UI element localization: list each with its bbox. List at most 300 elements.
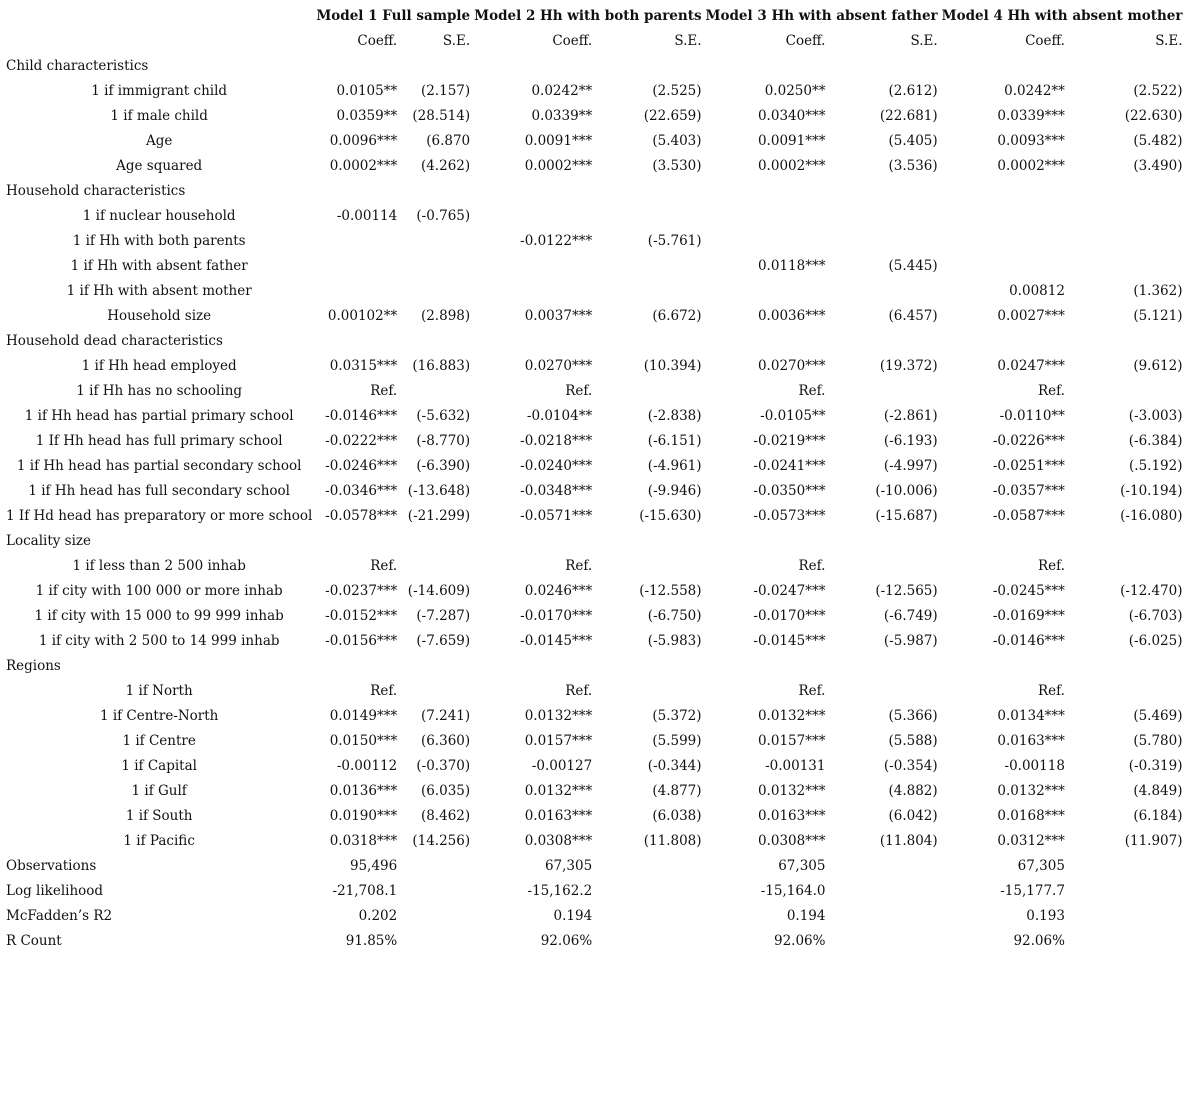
coeff-cell: -0.0357***: [992, 483, 1065, 499]
coeff-cell: 0.0242**: [1004, 83, 1065, 99]
coeff-cell: 0.0091***: [524, 133, 593, 149]
se-cell: (6.042): [888, 808, 938, 824]
row-label: 1 if Centre: [122, 733, 196, 749]
table-row: [4, 354, 1185, 379]
table-row: [4, 779, 1185, 804]
row-label: 1 if Pacific: [123, 833, 195, 849]
se-cell: [399, 904, 472, 929]
coeff-cell: 0.0270***: [524, 358, 593, 374]
se-cell: [594, 379, 703, 404]
coeff-cell: -0.0145***: [520, 633, 593, 649]
coeff-cell: -0.0350***: [753, 483, 826, 499]
se-cell: (5.469): [1133, 708, 1183, 724]
se-cell: (-9.946): [647, 483, 702, 499]
se-cell: [594, 554, 703, 579]
coeff-cell: 67,305: [1017, 858, 1065, 874]
coeff-cell: 0.0002***: [757, 158, 826, 174]
se-cell: (-3.003): [1128, 408, 1183, 424]
coeff-cell: -0.0222***: [325, 433, 398, 449]
section-row: [4, 529, 1185, 554]
coeff-cell: 0.0250**: [764, 83, 826, 99]
coeff-cell: -0.0105**: [760, 408, 826, 424]
se-cell: (10.394): [643, 358, 702, 374]
row-label: 1 if nuclear household: [82, 208, 236, 224]
se-cell: (5.121): [1133, 308, 1183, 324]
se-cell: [1067, 204, 1185, 229]
model-3-header: Model 3 Hh with absent father: [705, 8, 938, 24]
stub-subheader: [4, 29, 314, 54]
se-cell: (2.525): [652, 83, 702, 99]
se-cell: (-0.354): [883, 758, 938, 774]
se-cell: (-12.470): [1120, 583, 1183, 599]
coeff-cell: 0.0118***: [757, 258, 826, 274]
se-cell: (11.804): [879, 833, 938, 849]
coeff-cell: -15,177.7: [1000, 883, 1065, 899]
table-row: [4, 429, 1185, 454]
coeff-cell: -0.0245***: [992, 583, 1065, 599]
coeff-cell: Ref.: [798, 683, 826, 699]
coeff-cell: [940, 254, 1067, 279]
section-label: Locality size: [6, 533, 92, 549]
se-cell: [594, 904, 703, 929]
coeff-cell: -0.0152***: [325, 608, 398, 624]
se-cell: (-0.319): [1128, 758, 1183, 774]
coeff-cell: 0.0132***: [997, 783, 1065, 799]
se-cell: (3.536): [888, 158, 938, 174]
se-cell: [594, 929, 703, 954]
se-cell: (-6.390): [416, 458, 471, 474]
section-row: [4, 329, 1185, 354]
coeff-cell: -0.0573***: [753, 508, 826, 524]
coeff-cell: 0.0270***: [757, 358, 826, 374]
coeff-cell: 0.0149***: [329, 708, 398, 724]
coeff-cell: -0.0218***: [520, 433, 593, 449]
se-cell: (16.883): [412, 358, 471, 374]
table-row: [4, 504, 1185, 529]
section-row: [4, 179, 1185, 204]
se-cell: (28.514): [412, 108, 471, 124]
coeff-cell: -0.0146***: [325, 408, 398, 424]
row-label: 1 if less than 2 500 inhab: [72, 558, 246, 574]
table-row: [4, 204, 1185, 229]
coeff-cell: 0.0340***: [757, 108, 826, 124]
se-header: S.E.: [674, 33, 702, 49]
se-cell: (-2.861): [883, 408, 938, 424]
coeff-cell: 0.0136***: [329, 783, 398, 799]
coeff-cell: 0.194: [553, 908, 593, 924]
se-cell: [399, 854, 472, 879]
table-row: [4, 404, 1185, 429]
se-cell: (4.262): [420, 158, 471, 174]
stat-row: [4, 854, 1185, 879]
se-cell: [399, 554, 472, 579]
se-cell: (-15.630): [639, 508, 702, 524]
se-cell: [594, 854, 703, 879]
coeff-cell: 0.193: [1026, 908, 1065, 924]
row-label: 1 if Capital: [121, 758, 197, 774]
section-label: Regions: [6, 658, 61, 674]
coeff-cell: -0.0578***: [325, 508, 398, 524]
coeff-cell: 0.00102**: [327, 308, 398, 324]
se-cell: (6.672): [652, 308, 702, 324]
model-header-row: [4, 4, 1185, 29]
se-cell: (6.035): [420, 783, 471, 799]
model-1-header: Model 1 Full sample: [316, 8, 471, 24]
coeff-cell: 0.0318***: [329, 833, 398, 849]
se-cell: [399, 929, 472, 954]
se-cell: (4.849): [1133, 783, 1183, 799]
coeff-cell: 0.0132***: [524, 783, 593, 799]
coeff-cell: [472, 279, 594, 304]
se-cell: (-6.151): [647, 433, 702, 449]
section-filler: [314, 654, 1184, 679]
coeff-cell: 0.0037***: [524, 308, 593, 324]
row-label: 1 if Hh head employed: [81, 358, 237, 374]
coeff-header: Coeff.: [785, 33, 826, 49]
se-header: S.E.: [442, 33, 471, 49]
coeff-cell: -0.0170***: [753, 608, 826, 624]
row-label: 1 if Hh head has full secondary school: [28, 483, 290, 499]
se-cell: (2.612): [888, 83, 938, 99]
se-cell: [1067, 554, 1185, 579]
coeff-cell: 0.0002***: [997, 158, 1065, 174]
coeff-cell: 67,305: [544, 858, 593, 874]
stat-row: [4, 904, 1185, 929]
coeff-cell: -0.0247***: [753, 583, 826, 599]
coeff-cell: 0.0002***: [524, 158, 593, 174]
se-cell: [399, 229, 472, 254]
row-label: 1 if Hh with both parents: [72, 233, 246, 249]
se-cell: (5.445): [888, 258, 938, 274]
table-row: [4, 629, 1185, 654]
coeff-cell: Ref.: [370, 558, 398, 574]
se-cell: (-21.299): [407, 508, 471, 524]
table-row: [4, 679, 1185, 704]
coeff-cell: [940, 229, 1067, 254]
section-filler: [314, 179, 1184, 204]
coeff-cell: -0.0348***: [520, 483, 593, 499]
se-cell: (6.360): [420, 733, 471, 749]
coeff-cell: -21,708.1: [332, 883, 398, 899]
se-cell: (6.038): [652, 808, 702, 824]
section-row: [4, 654, 1185, 679]
coeff-cell: [472, 204, 594, 229]
se-cell: (5.780): [1133, 733, 1183, 749]
coeff-cell: -0.0226***: [992, 433, 1065, 449]
se-cell: (-16.080): [1120, 508, 1183, 524]
table-row: [4, 279, 1185, 304]
row-label: R Count: [6, 933, 62, 949]
se-cell: [1067, 854, 1185, 879]
coeff-cell: -15,162.2: [527, 883, 593, 899]
coeff-cell: 0.0246***: [524, 583, 593, 599]
se-cell: [1067, 379, 1185, 404]
coeff-cell: 0.202: [358, 908, 398, 924]
table-row: [4, 479, 1185, 504]
coeff-cell: Ref.: [1037, 383, 1065, 399]
se-cell: (5.482): [1133, 133, 1183, 149]
se-cell: [399, 279, 472, 304]
coeff-cell: Ref.: [1037, 558, 1065, 574]
se-cell: [1067, 879, 1185, 904]
row-label: McFadden’s R2: [6, 908, 113, 924]
row-label: Age: [145, 133, 173, 149]
row-label: Household size: [107, 308, 212, 324]
coeff-cell: 0.0163***: [997, 733, 1065, 749]
se-cell: (-6.703): [1128, 608, 1183, 624]
coeff-header: Coeff.: [552, 33, 593, 49]
table-row: [4, 79, 1185, 104]
se-cell: [827, 279, 939, 304]
coeff-cell: 0.0163***: [757, 808, 826, 824]
coeff-cell: [704, 229, 828, 254]
row-label: Log likelihood: [6, 883, 104, 899]
coeff-cell: 0.0339***: [997, 108, 1065, 124]
coeff-cell: 0.0132***: [757, 708, 826, 724]
subheader-row: [4, 29, 1185, 54]
se-cell: [1067, 229, 1185, 254]
table-row: [4, 104, 1185, 129]
se-cell: (7.241): [420, 708, 471, 724]
table-row: [4, 454, 1185, 479]
coeff-cell: 95,496: [349, 858, 398, 874]
coeff-cell: -0.0587***: [992, 508, 1065, 524]
coeff-cell: 0.0150***: [329, 733, 398, 749]
se-cell: (5.599): [652, 733, 702, 749]
model-4-header: Model 4 Hh with absent mother: [941, 8, 1183, 24]
coeff-cell: 67,305: [778, 858, 826, 874]
row-label: 1 if Hh has no schooling: [76, 383, 243, 399]
se-cell: (-6.749): [883, 608, 938, 624]
row-label: 1 if Centre-North: [99, 708, 219, 724]
coeff-cell: -0.00131: [765, 758, 826, 774]
se-cell: (6.457): [888, 308, 938, 324]
row-label: 1 if city with 2 500 to 14 999 inhab: [38, 633, 280, 649]
coeff-cell: Ref.: [565, 383, 593, 399]
coeff-cell: 0.0091***: [757, 133, 826, 149]
table-row: [4, 604, 1185, 629]
coeff-cell: [704, 279, 828, 304]
coeff-cell: 0.0134***: [997, 708, 1065, 724]
table-row: [4, 829, 1185, 854]
coeff-cell: -0.00127: [531, 758, 593, 774]
coeff-cell: 0.0093***: [997, 133, 1065, 149]
section-filler: [314, 54, 1184, 79]
coeff-cell: -0.0219***: [753, 433, 826, 449]
se-cell: (.5.192): [1129, 458, 1183, 474]
se-cell: (-10.194): [1120, 483, 1183, 499]
coeff-cell: 0.0315***: [329, 358, 398, 374]
se-cell: [827, 679, 939, 704]
se-cell: (-0.344): [647, 758, 702, 774]
se-cell: [399, 254, 472, 279]
se-cell: (19.372): [879, 358, 938, 374]
se-cell: [827, 204, 939, 229]
table-row: [4, 154, 1185, 179]
se-cell: (22.681): [879, 108, 938, 124]
coeff-cell: 0.0247***: [997, 358, 1065, 374]
table-row: [4, 229, 1185, 254]
row-label: 1 if Hh with absent mother: [66, 283, 252, 299]
row-label: 1 if male child: [110, 108, 208, 124]
table-row: [4, 704, 1185, 729]
coeff-cell: 0.0312***: [997, 833, 1065, 849]
row-label: Age squared: [116, 158, 203, 174]
coeff-cell: 0.0168***: [997, 808, 1065, 824]
se-cell: (-6.750): [647, 608, 702, 624]
se-cell: [1067, 929, 1185, 954]
table-row: [4, 754, 1185, 779]
table-row: [4, 254, 1185, 279]
se-cell: (22.659): [643, 108, 702, 124]
coeff-cell: 0.0036***: [757, 308, 826, 324]
table-row: [4, 579, 1185, 604]
se-cell: (-0.765): [416, 208, 471, 224]
se-cell: (8.462): [420, 808, 471, 824]
se-cell: (-14.609): [407, 583, 471, 599]
se-cell: (3.530): [652, 158, 702, 174]
coeff-cell: -0.0104**: [526, 408, 593, 424]
se-cell: (5.372): [652, 708, 702, 724]
se-cell: (-6.025): [1128, 633, 1183, 649]
se-header: S.E.: [1155, 33, 1183, 49]
se-cell: (5.405): [888, 133, 938, 149]
stat-row: [4, 929, 1185, 954]
coeff-header: Coeff.: [1025, 33, 1065, 49]
se-cell: [1067, 679, 1185, 704]
coeff-cell: 0.0157***: [757, 733, 826, 749]
table-body: [4, 54, 1185, 954]
row-label: 1 if Hh head has partial primary school: [24, 408, 294, 424]
coeff-cell: -0.0145***: [753, 633, 826, 649]
se-cell: (11.808): [643, 833, 702, 849]
coeff-cell: -0.00114: [336, 208, 398, 224]
table-row: [4, 129, 1185, 154]
se-cell: (5.366): [888, 708, 938, 724]
se-cell: (6.870: [426, 133, 471, 149]
coeff-cell: [472, 254, 594, 279]
row-label: 1 if city with 15 000 to 99 999 inhab: [34, 608, 284, 624]
se-cell: [827, 554, 939, 579]
coeff-cell: -15,164.0: [760, 883, 826, 899]
se-cell: [1067, 904, 1185, 929]
coeff-cell: 91.85%: [345, 933, 398, 949]
coeff-cell: Ref.: [370, 683, 398, 699]
coeff-cell: 0.0132***: [524, 708, 593, 724]
se-cell: (2.522): [1133, 83, 1183, 99]
coeff-cell: 92.06%: [540, 933, 593, 949]
se-cell: [594, 879, 703, 904]
coeff-cell: -0.0246***: [325, 458, 398, 474]
row-label: 1 If Hh head has full primary school: [35, 433, 283, 449]
coeff-cell: 92.06%: [773, 933, 826, 949]
coeff-cell: [314, 229, 399, 254]
coeff-cell: -0.0110**: [999, 408, 1065, 424]
se-cell: (4.877): [652, 783, 702, 799]
coeff-cell: Ref.: [798, 558, 826, 574]
coeff-cell: -0.0237***: [325, 583, 398, 599]
se-cell: [399, 379, 472, 404]
se-cell: [594, 254, 703, 279]
coeff-cell: 0.00812: [1009, 283, 1065, 299]
se-cell: [594, 679, 703, 704]
se-cell: (9.612): [1133, 358, 1183, 374]
coeff-cell: 0.0339**: [531, 108, 593, 124]
section-filler: [314, 329, 1184, 354]
se-cell: (-4.961): [647, 458, 702, 474]
se-cell: (6.184): [1133, 808, 1183, 824]
coeff-header: Coeff.: [357, 33, 398, 49]
se-cell: [827, 229, 939, 254]
se-cell: [399, 679, 472, 704]
se-cell: [827, 929, 939, 954]
coeff-cell: -0.0146***: [992, 633, 1065, 649]
table-row: [4, 804, 1185, 829]
coeff-cell: 0.0027***: [997, 308, 1065, 324]
se-cell: (-5.632): [416, 408, 471, 424]
coeff-cell: Ref.: [1037, 683, 1065, 699]
coeff-cell: 0.0359**: [336, 108, 398, 124]
coeff-cell: 0.0308***: [524, 833, 593, 849]
coeff-cell: 0.0105**: [336, 83, 398, 99]
coeff-cell: 0.0163***: [524, 808, 593, 824]
coeff-cell: [314, 254, 399, 279]
coeff-cell: Ref.: [565, 683, 593, 699]
se-cell: (-10.006): [875, 483, 938, 499]
se-cell: (2.898): [420, 308, 471, 324]
se-cell: (1.362): [1133, 283, 1183, 299]
coeff-cell: -0.00112: [336, 758, 398, 774]
table-row: [4, 729, 1185, 754]
table-row: [4, 554, 1185, 579]
coeff-cell: -0.00118: [1004, 758, 1065, 774]
se-cell: (-0.370): [416, 758, 471, 774]
se-cell: [827, 854, 939, 879]
se-cell: [594, 204, 703, 229]
se-cell: [1067, 254, 1185, 279]
row-label: 1 if North: [125, 683, 193, 699]
se-cell: (-12.558): [639, 583, 702, 599]
row-label: 1 if South: [125, 808, 193, 824]
regression-table: [4, 4, 1185, 954]
coeff-cell: 0.0242**: [531, 83, 593, 99]
coeff-cell: -0.0169***: [992, 608, 1065, 624]
se-cell: (5.588): [888, 733, 938, 749]
se-cell: (-12.565): [875, 583, 938, 599]
coeff-cell: [314, 279, 399, 304]
se-cell: (-13.648): [407, 483, 471, 499]
table-row: [4, 304, 1185, 329]
se-cell: (-7.659): [416, 633, 471, 649]
section-label: Household characteristics: [6, 183, 186, 199]
se-cell: (-15.687): [875, 508, 938, 524]
se-cell: [827, 879, 939, 904]
coeff-cell: 0.0002***: [329, 158, 398, 174]
coeff-cell: 0.0096***: [329, 133, 398, 149]
se-cell: [827, 904, 939, 929]
se-cell: (5.403): [652, 133, 702, 149]
row-label: 1 if Hh with absent father: [70, 258, 248, 274]
se-cell: (-2.838): [647, 408, 702, 424]
model-2-header: Model 2 Hh with both parents: [474, 8, 702, 24]
se-cell: (-5.761): [647, 233, 702, 249]
coeff-cell: 0.0190***: [329, 808, 398, 824]
row-label: Observations: [6, 858, 97, 874]
se-cell: (-4.997): [883, 458, 938, 474]
se-cell: (-7.287): [416, 608, 471, 624]
coeff-cell: -0.0170***: [520, 608, 593, 624]
se-cell: (3.490): [1133, 158, 1183, 174]
